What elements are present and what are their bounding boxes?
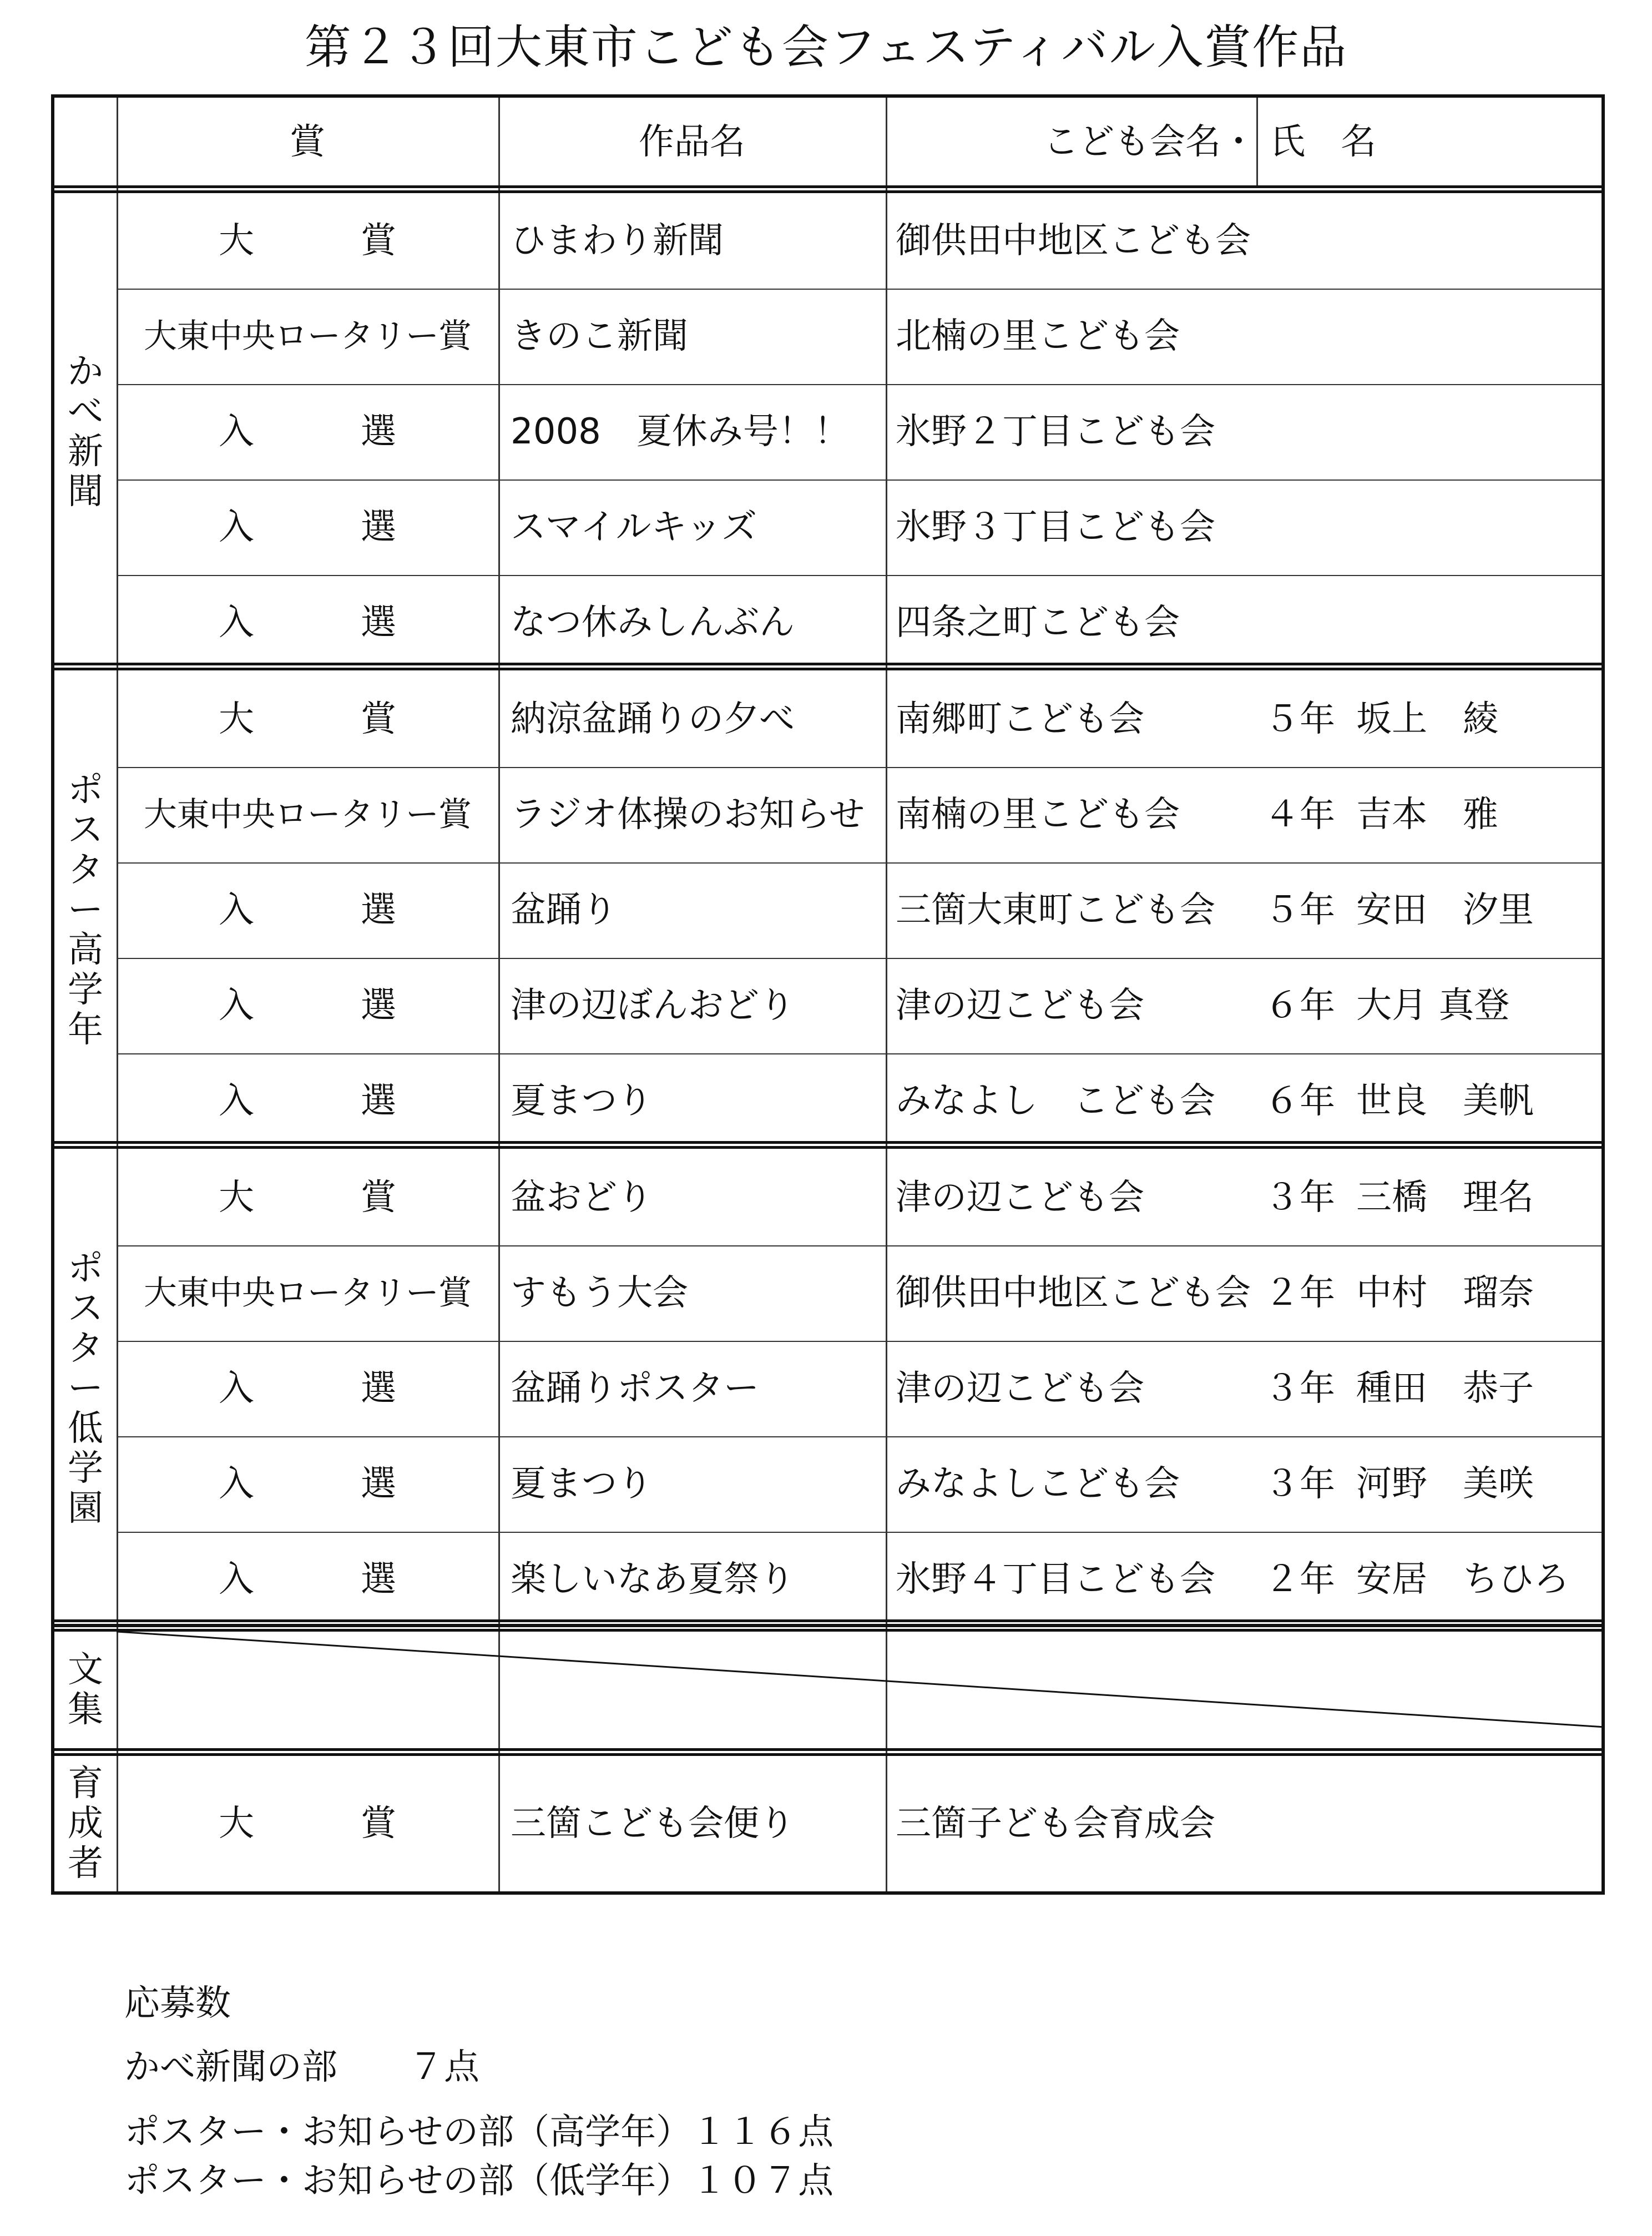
category-char: 者 (68, 1843, 103, 1884)
club-name: 四条之町こども会 (896, 602, 1180, 643)
award-label: 入 選 (219, 1081, 396, 1122)
category-char: 年 (68, 1010, 103, 1051)
category-char: 低 (68, 1408, 103, 1449)
award-label: 入 選 (219, 1368, 396, 1409)
row-divider (117, 862, 1602, 864)
row-divider (117, 1245, 1602, 1246)
student-name: 安田 汐里 (1356, 890, 1534, 931)
row-divider (117, 575, 1602, 576)
grade: ６年 (1264, 1081, 1335, 1122)
club-name: 氷野２丁目こども会 (896, 411, 1215, 452)
section-separator (54, 1624, 1602, 1632)
work-title: 盆踊りポスター (511, 1368, 759, 1409)
award-label: 大東中央ロータリー賞 (144, 795, 471, 834)
student-name: 安居 ちひろ (1356, 1559, 1569, 1600)
category-char: 集 (68, 1689, 103, 1730)
category-char: タ (68, 850, 103, 891)
work-title: ひまわり新聞 (511, 220, 724, 261)
grade: ５年 (1264, 890, 1335, 931)
section-separator (54, 1748, 1602, 1756)
header-award: 賞 (290, 122, 325, 163)
grade: ４年 (1264, 794, 1335, 835)
diagonal-line (117, 1632, 1605, 1727)
category-char: 文 (68, 1649, 103, 1690)
category-char: べ (68, 391, 103, 432)
work-title: ラジオ体操のお知らせ (511, 794, 865, 835)
student-name: 世良 美帆 (1356, 1081, 1534, 1122)
category-char: ポ (68, 1248, 103, 1289)
student-name: 河野 美咲 (1356, 1463, 1534, 1505)
grade: ３年 (1264, 1177, 1335, 1218)
row-divider (117, 767, 1602, 768)
col-divider (1256, 98, 1258, 186)
entries-heading: 応募数 (124, 1983, 231, 2024)
club-name: 御供田中地区こども会 (896, 1273, 1251, 1314)
category-char: タ (68, 1328, 103, 1369)
work-title: きのこ新聞 (511, 316, 688, 357)
award-label: 入 選 (219, 1559, 396, 1600)
row-divider (117, 384, 1602, 385)
category-char: か (68, 351, 103, 392)
grade: ５年 (1264, 699, 1335, 740)
award-label: 入 選 (219, 507, 396, 548)
category-char: 高 (68, 930, 103, 971)
row-divider (117, 1532, 1602, 1533)
section-separator (54, 1141, 1602, 1149)
award-label: 大 賞 (219, 1177, 396, 1218)
award-label: 入 選 (219, 890, 396, 931)
entries-line: ポスター・お知らせの部（高学年）１１６点 (124, 2112, 834, 2153)
work-title: 2008 夏休み号！！ (511, 411, 850, 452)
category-char: ー (68, 890, 103, 931)
entries-line: ポスター・お知らせの部（低学年）１０７点 (124, 2161, 834, 2202)
club-name: 三箇子ども会育成会 (896, 1803, 1215, 1844)
row-divider (117, 1341, 1602, 1342)
row-divider (117, 1436, 1602, 1437)
header-name: 氏 名 (1270, 122, 1376, 163)
work-title: 納涼盆踊りの夕べ (511, 699, 795, 740)
award-label: 入 選 (219, 1463, 396, 1505)
category-char: 育 (68, 1763, 103, 1804)
row-divider (117, 1053, 1602, 1054)
work-title: なつ休みしんぶん (511, 602, 795, 643)
category-char: ー (68, 1368, 103, 1409)
student-name: 三橋 理名 (1356, 1177, 1534, 1218)
work-title: 津の辺ぼんおどり (511, 985, 795, 1026)
row-divider (117, 958, 1602, 959)
award-label: 大東中央ロータリー賞 (144, 1274, 471, 1313)
club-name: 三箇大東町こども会 (896, 890, 1215, 931)
category-label (54, 1150, 117, 1627)
awards-table (51, 94, 1605, 1895)
award-label: 大 賞 (219, 699, 396, 740)
row-divider (117, 479, 1602, 481)
club-name: 津の辺こども会 (896, 1368, 1144, 1409)
grade: ６年 (1264, 985, 1335, 1026)
club-name: 氷野４丁目こども会 (896, 1559, 1215, 1600)
category-char: ス (68, 810, 103, 851)
work-title: 三箇こども会便り (511, 1803, 795, 1844)
header-separator (54, 185, 1602, 193)
work-title: 夏まつり (511, 1081, 653, 1122)
club-name: 氷野３丁目こども会 (896, 507, 1215, 548)
work-title: すもう大会 (511, 1273, 688, 1314)
student-name: 中村 瑠奈 (1356, 1273, 1534, 1314)
section-separator (54, 663, 1602, 670)
grade: ３年 (1264, 1368, 1335, 1409)
category-label (54, 193, 117, 670)
club-name: 南楠の里こども会 (896, 794, 1180, 835)
club-name: 津の辺こども会 (896, 1177, 1144, 1218)
club-name: みなよしこども会 (896, 1463, 1180, 1505)
header-club: こども会名・ (1043, 122, 1256, 163)
category-char: ポ (68, 770, 103, 811)
category-char: ス (68, 1288, 103, 1329)
category-char: 聞 (68, 471, 103, 512)
category-bunshu (54, 1632, 117, 1748)
work-title: 楽しいなあ夏祭り (511, 1559, 795, 1600)
club-name: 津の辺こども会 (896, 985, 1144, 1026)
student-name: 吉本 雅 (1356, 794, 1498, 835)
grade: ２年 (1264, 1559, 1335, 1600)
entries-line: かべ新聞の部 ７点 (124, 2047, 479, 2088)
category-char: 新 (68, 431, 103, 472)
category-ikusei (54, 1756, 117, 1891)
work-title: 夏まつり (511, 1463, 653, 1505)
award-label: 大東中央ロータリー賞 (144, 317, 471, 356)
club-name: 南郷町こども会 (896, 699, 1144, 740)
category-label (54, 672, 117, 1149)
category-char: 学 (68, 1448, 103, 1489)
award-label: 大 賞 (219, 1803, 396, 1844)
club-name: 北楠の里こども会 (896, 316, 1180, 357)
work-title: 盆おどり (511, 1177, 653, 1218)
student-name: 大月 真登 (1356, 985, 1510, 1026)
category-char: 学 (68, 970, 103, 1011)
award-label: 入 選 (219, 985, 396, 1026)
grade: ２年 (1264, 1273, 1335, 1314)
work-title: スマイルキッズ (511, 507, 757, 548)
student-name: 種田 恭子 (1356, 1368, 1534, 1409)
category-char: 園 (68, 1488, 103, 1529)
club-name: 御供田中地区こども会 (896, 220, 1251, 261)
award-label: 入 選 (219, 411, 396, 452)
club-name: みなよし こども会 (896, 1081, 1215, 1122)
student-name: 坂上 綾 (1356, 699, 1498, 740)
page-title: 第２３回大東市こども会フェスティバル入賞作品 (304, 20, 1348, 74)
header-work: 作品名 (639, 122, 745, 163)
award-label: 入 選 (219, 602, 396, 643)
award-label: 大 賞 (219, 220, 396, 261)
work-title: 盆踊り (511, 890, 617, 931)
category-char: 成 (68, 1803, 103, 1844)
grade: ３年 (1264, 1463, 1335, 1505)
row-divider (117, 289, 1602, 290)
